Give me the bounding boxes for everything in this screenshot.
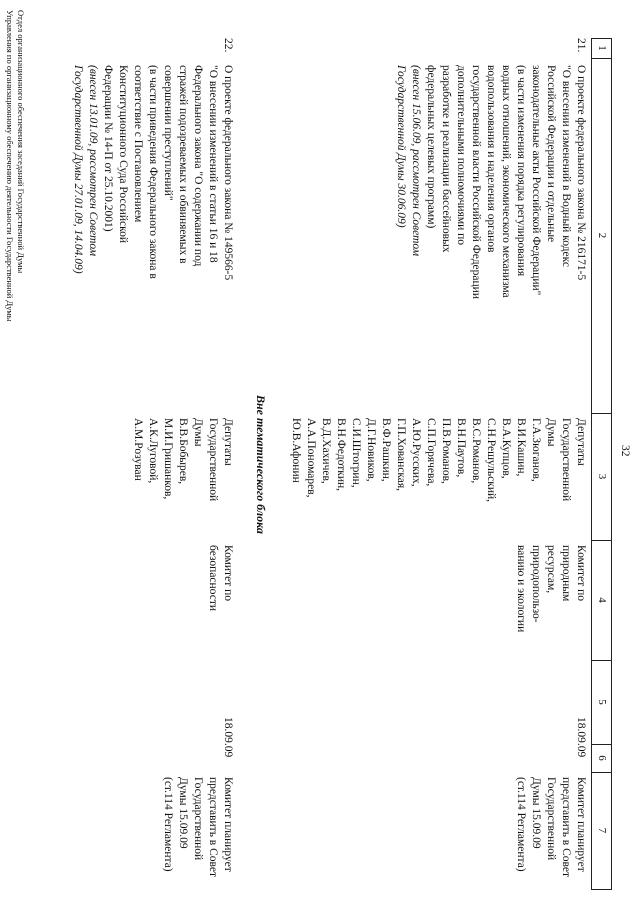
- initiator: С.Н.Решульский,: [485, 418, 497, 503]
- initiator: В.Ф.Рашкин,: [380, 418, 392, 482]
- title-line: водных отношений, экономического механизма: [500, 65, 512, 298]
- section-heading: Вне тематического блока: [254, 395, 268, 534]
- row-date: 18.09.09: [222, 717, 234, 758]
- decision-line: представить в Совет: [207, 777, 219, 878]
- decision-line: (ст.114 Регламента): [515, 777, 527, 872]
- initiator: В.А.Купцов,: [500, 418, 512, 479]
- initiator: Государственной: [560, 418, 572, 502]
- col-divider: [592, 889, 612, 890]
- initiator: С.И.Штогрин,: [350, 418, 362, 488]
- initiator: В.И.Кашин,: [515, 418, 527, 477]
- title-line: законодательные акты Российской Федерации": [530, 65, 542, 296]
- note-line: (внесен 13.01.09, рассмотрен Советом: [87, 65, 99, 257]
- title-line: "О внесении изменений в статьи 16 и 18: [207, 65, 219, 263]
- title-line: совершении преступлений": [162, 65, 174, 201]
- initiator: В.С.Романов,: [470, 418, 482, 484]
- initiator: Г.А.Зюганов,: [530, 418, 542, 482]
- title-line: О проекте федерального закона № 216171-5: [575, 65, 587, 281]
- title-line: разработке и реализации бассейновых: [440, 65, 452, 253]
- initiator: Думы: [545, 418, 557, 447]
- decision-line: Комитет планирует: [575, 777, 587, 872]
- col-header-5: 5: [596, 699, 608, 705]
- title-line: государственной власти Российской Федерации: [470, 65, 482, 299]
- col-header-1: 1: [596, 45, 608, 51]
- title-line: соответствие с Постановлением: [132, 65, 144, 223]
- row-number: 21.: [575, 38, 587, 53]
- title-line: Федерального закона "О содержании под: [192, 65, 204, 267]
- col-header-7: 7: [596, 827, 608, 834]
- title-line: (в части изменения порядка регулирования: [515, 65, 527, 277]
- title-line: Федерации № 14-П от 25.10.2001): [102, 65, 114, 232]
- col-header-4: 4: [596, 597, 608, 603]
- title-line: водопользования и наделения органов: [485, 65, 497, 253]
- decision-line: Думы 15.09.09: [177, 777, 189, 849]
- col-header-3: 3: [596, 473, 608, 480]
- initiator: А.А.Пономарев,: [305, 418, 317, 498]
- title-line: (в части приведения Федерального закона в: [147, 65, 159, 279]
- title-line: дополнительными полномочиями по: [455, 65, 467, 246]
- initiator: В.В.Бобырев,: [177, 418, 189, 485]
- title-line: О проекте федерального закона № 149566-5: [222, 65, 234, 281]
- page-number: 32: [619, 445, 631, 457]
- decision-line: Государственной: [545, 777, 557, 861]
- title-line: Российской Федерации и отдельные: [545, 65, 557, 243]
- initiator: Депутаты: [575, 418, 587, 466]
- note-line: (внесен 15.06.09, рассмотрен Советом: [410, 65, 422, 257]
- title-line: стражей подозреваемых и обвиняемых в: [177, 65, 189, 264]
- initiator: В.Н.Паутов,: [455, 418, 467, 478]
- note-line: Государственной Думы 30.06.09): [395, 65, 407, 228]
- initiator: Г.П.Хованская,: [395, 418, 407, 492]
- committee-line: природопользо-: [530, 545, 542, 623]
- table-header-border: [591, 38, 592, 890]
- decision-line: (ст.114 Регламента): [162, 777, 174, 872]
- title-line: федеральных целевых программ): [425, 65, 437, 229]
- committee-line: природным: [560, 545, 572, 602]
- committee-line: ванию и экологии: [515, 545, 527, 633]
- initiator: А.М.Розуван: [132, 418, 144, 481]
- initiator: А.Ю.Русских,: [410, 418, 422, 487]
- table-top-border: [611, 38, 612, 890]
- row-number: 22.: [222, 38, 234, 53]
- initiator: Депутаты: [222, 418, 234, 466]
- initiator: Ю.В.Афонин: [290, 418, 302, 483]
- committee-line: безопасности: [207, 545, 219, 612]
- initiator: Думы: [192, 418, 204, 447]
- decision-line: Государственной: [192, 777, 204, 861]
- decision-line: Думы 15.09.09: [530, 777, 542, 849]
- decision-line: Комитет планирует: [222, 777, 234, 872]
- decision-line: представить в Совет: [560, 777, 572, 878]
- initiator: В.Н.Федоткин,: [335, 418, 347, 492]
- note-line: Государственной Думы 27.01.09, 14.04.09): [72, 65, 84, 274]
- initiator: М.И.Гришанков,: [162, 418, 174, 500]
- committee-line: ресурсам,: [545, 545, 557, 594]
- committee-line: Комитет по: [575, 545, 587, 601]
- col-header-2: 2: [596, 232, 608, 239]
- title-line: Конституционного Суда Российской: [117, 65, 129, 243]
- initiator: А.К.Луговой,: [147, 418, 159, 484]
- initiator: В.Д.Хахичев,: [320, 418, 332, 484]
- col-header-6: 6: [596, 755, 608, 761]
- row-date: 18.09.09: [575, 717, 587, 758]
- footer-line: Управления по организационному обеспечению деятельности Государственной Думы: [5, 10, 15, 322]
- initiator: С.П.Горячева,: [425, 418, 437, 487]
- committee-line: Комитет по: [222, 545, 234, 601]
- footer-line: Отдел организационного обеспечения заседаний Государственной Думы: [16, 10, 26, 274]
- initiator: Д.Г.Новиков,: [365, 418, 377, 482]
- initiator: П.В.Романов,: [440, 418, 452, 484]
- title-line: "О внесении изменений в Водный кодекс: [560, 65, 572, 267]
- initiator: Государственной: [207, 418, 219, 502]
